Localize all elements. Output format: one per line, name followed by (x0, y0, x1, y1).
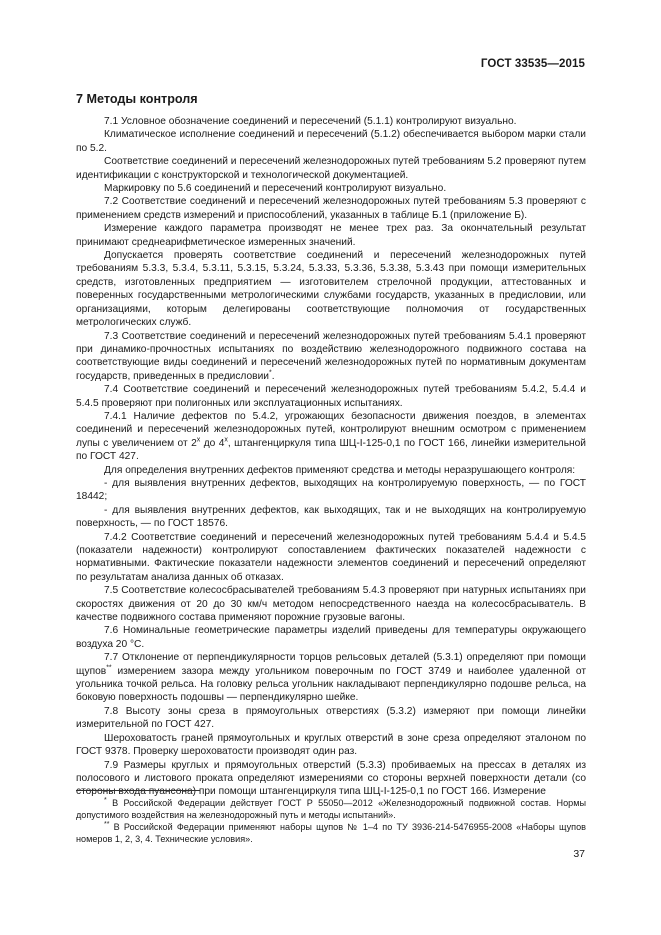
superscript: х (196, 436, 201, 444)
footnote-separator (76, 790, 200, 791)
paragraph (76, 410, 586, 464)
paragraph: 7.9 Размеры круглых и прямоугольных отверстий (5.3.3) пробиваемых на прессах в деталях из полосового и листового проката определяют измерениями со стороны верхней поверхности детали (со стороны входа пуансона) при помощи штангенциркуля типа ШЦ-I-125-0,1 по ГОСТ 166. Измерение (76, 759, 586, 798)
section-title: 7 Методы контроля (76, 92, 198, 106)
paragraph: Соответствие соединений и пересечений железнодорожных путей требованиям 5.2 проверяют путем идентификации с конструкторской и технологической документацией. (76, 156, 586, 181)
paragraph-text: 7.7 Отклонение от перпендикулярности торцов рельсовых деталей (5.3.1) определяют при помощи щупов (76, 652, 586, 677)
paragraph-text: до 4 (200, 437, 225, 449)
superscript: х (224, 436, 228, 444)
footnote-mark: ** (104, 820, 110, 828)
paragraph-text: 7.3 Соответствие соединений и пересечений железнодорожных путей требованиям 5.4.1 проверяют при динамико-прочностных испытаниях по воздействию железнодорожного подвижного состава на соответствующие виды соединений и пересечений железнодорожных путей по нормативным документам государств, приведенных в предисловии (76, 330, 586, 382)
footnote-text: В Российской Федерации действует ГОСТ Р 55050—2012 «Железнодорожный подвижной состав. Нормы допустимого воздействия на железнодорожный путь и методы испытаний». (76, 798, 586, 820)
paragraph-text: , штангенциркуля типа ШЦ-I-125-0,1 по ГОСТ 166, линейки измерительной по ГОСТ 427. (76, 437, 586, 463)
paragraph: 7.2 Соответствие соединений и пересечений железнодорожных путей требованиям 5.3 проверяют с применением средств измерений и приспособлений, указанных в таблице Б.1 (приложение Б). (76, 196, 586, 221)
footnotes (76, 797, 586, 845)
paragraph: Климатическое исполнение соединений и пересечений (5.1.2) обеспечивается выбором марки стали по 5.2. (76, 129, 586, 154)
paragraph: 7.8 Высоту зоны среза в прямоугольных отверстиях (5.3.2) измеряют при помощи линейки измерительной по ГОСТ 427. (76, 705, 586, 731)
paragraph-text: измерением зазора между угольником поверочным по ГОСТ 3749 и наиболее удаленной от угольника точкой рельса. На головку рельса угольник накладывают перпендикулярно подошве рельса, на боковую поверхность подошвы — перпендикулярно шейке. (76, 665, 586, 704)
paragraph: 7.4.2 Соответствие соединений и пересечений железнодорожных путей требованиям 5.4.4 и 5.4.5 (показатели надежности) контролируют сопоставлением фактических показателей надежности с нормативными. Фактические показатели надежности элементов соединений и пересечений определяют по результатам анализа данных об отказах. (76, 531, 586, 583)
footnote-mark: * (104, 796, 107, 804)
paragraph: Маркировку по 5.6 соединений и пересечений контролируют визуально. (104, 183, 447, 195)
paragraph: Измерение каждого параметра производят не менее трех раз. За окончательный результат принимают среднеарифметическое измеренных значений. (76, 223, 586, 248)
footnote-ref: * (268, 369, 272, 377)
paragraph: Допускается проверять соответствие соединений и пересечений железнодорожных путей требованиям 5.3.3, 5.3.4, 5.3.11, 5.3.15, 5.3.24, 5.3.33, 5.3.36, 5.3.38, 5.3.43 при помощи измерительных средств, изготовленных предприятием — изготовителем стрелочной продукции, аттестованных и поверенных государственными метрологическими службами государств, указанных в предисловии, или организациями, которым делегированы соответствующие полномочия от государственных метрологических служб. (76, 250, 586, 329)
paragraph: - для выявления внутренних дефектов, выходящих на контролируемую поверхность, — по ГОСТ 18442; (76, 477, 586, 503)
paragraph: 7.4 Соответствие соединений и пересечений железнодорожных путей требованиям 5.4.2, 5.4.4 и 5.4.5 проверяют при полигонных или эксплуатационных испытаниях. (76, 384, 586, 409)
paragraph: Для определения внутренних дефектов применяют средства и методы неразрушающего контроля: (104, 464, 576, 476)
paragraph: 7.1 Условное обозначение соединений и пересечений (5.1.1) контролируют визуально. (104, 116, 517, 127)
paragraph (76, 651, 586, 705)
page-number: 37 (573, 848, 585, 860)
page-body (76, 92, 586, 799)
footnote-ref: ** (106, 664, 112, 672)
document-id: ГОСТ 33535—2015 (480, 58, 585, 70)
paragraph-text: 7.4.1 Наличие дефектов по 5.4.2, угрожающих безопасности движения поездов, в элементах соединений и пересечений железнодорожных путей, контролируют внешним осмотром с применением лупы с увеличением от 2 (76, 410, 586, 449)
footnote (76, 821, 586, 845)
paragraph: - для выявления внутренних дефектов, как выходящих, так и не выходящих на контролируемую поверхность, — по ГОСТ 18576. (76, 504, 586, 530)
paragraph (76, 330, 586, 384)
footnote-text: В Российской Федерации применяют наборы щупов № 1–4 по ТУ 3936-214-5476955-2008 «Наборы щупов номеров 1, 2, 3, 4. Технические условия». (76, 822, 586, 844)
paragraph: 7.6 Номинальные геометрические параметры изделий приведены для температуры окружающего воздуха 20 °С. (76, 625, 586, 650)
paragraph: Шероховатость граней прямоугольных и круглых отверстий в зоне среза определяют эталоном по ГОСТ 9378. Проверку шероховатости производят один раз. (76, 732, 586, 758)
footnote (76, 797, 586, 821)
paragraph: 7.5 Соответствие колесосбрасывателей требованиям 5.4.3 проверяют при натурных испытаниях при скоростях движения от 20 до 30 км/ч методом непосредственного наезда на колесосбрасыватель. В качестве подвижного состава применяют порожние грузовые вагоны. (76, 585, 586, 624)
paragraph-text: . (271, 370, 275, 382)
